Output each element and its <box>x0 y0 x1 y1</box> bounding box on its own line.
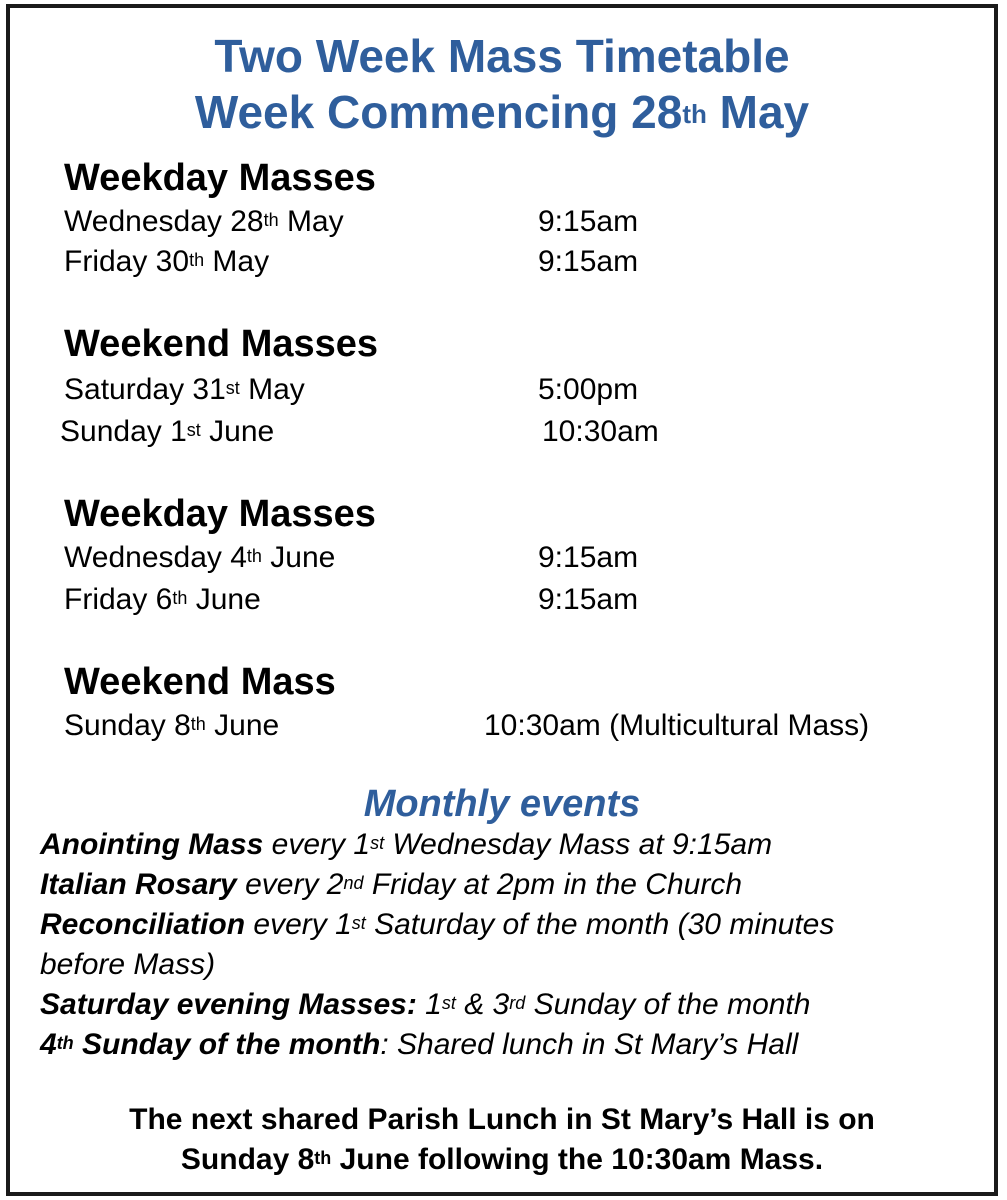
mass-row: Friday 30th May 9:15am <box>64 245 639 278</box>
timetable-frame <box>6 4 998 1196</box>
mass-row: Wednesday 4th June 9:15am <box>64 541 639 574</box>
footer-line-1: The next shared Parish Lunch in St Mary’s Hall is on <box>129 1103 875 1136</box>
mass-time: 9:15am <box>538 541 639 574</box>
monthly-event: Reconciliation every 1st Saturday of the month (30 minutes <box>40 908 835 941</box>
monthly-event: Anointing Mass every 1st Wednesday Mass at 9:15am <box>40 828 773 861</box>
monthly-event: before Mass) <box>40 948 216 981</box>
section-heading-weekday-2: Weekday Masses <box>64 493 376 535</box>
mass-row: Friday 6th June 9:15am <box>64 583 639 616</box>
mass-time: 9:15am <box>538 205 639 238</box>
title-line-2: Week Commencing 28th May <box>194 86 810 138</box>
mass-time: 9:15am <box>538 583 639 616</box>
section-heading-weekend-2: Weekend Mass <box>64 661 336 703</box>
monthly-event: 4th Sunday of the month: Shared lunch in St Mary’s Hall <box>40 1028 799 1061</box>
monthly-events-heading: Monthly events <box>363 783 641 825</box>
monthly-event: Saturday evening Masses: 1st & 3rd Sunday of the month <box>40 988 811 1021</box>
mass-row: Sunday 8th June 10:30am (Multicultural Mass) <box>64 709 870 742</box>
mass-row: Sunday 1st June 10:30am <box>60 415 659 448</box>
footer-line-2: Sunday 8th June following the 10:30am Mass. <box>180 1143 824 1176</box>
mass-time: 10:30am (Multicultural Mass) <box>484 709 870 742</box>
mass-time: 5:00pm <box>538 373 639 406</box>
mass-row: Wednesday 28th May 9:15am <box>64 205 639 238</box>
title-line-1: Two Week Mass Timetable <box>214 30 790 82</box>
section-heading-weekend-1: Weekend Masses <box>64 323 379 365</box>
section-heading-weekday-1: Weekday Masses <box>64 157 376 199</box>
mass-time: 9:15am <box>538 245 639 278</box>
mass-row: Saturday 31st May 5:00pm <box>64 373 639 406</box>
mass-time: 10:30am <box>542 415 659 448</box>
monthly-event: Italian Rosary every 2nd Friday at 2pm in the Church <box>40 868 743 901</box>
